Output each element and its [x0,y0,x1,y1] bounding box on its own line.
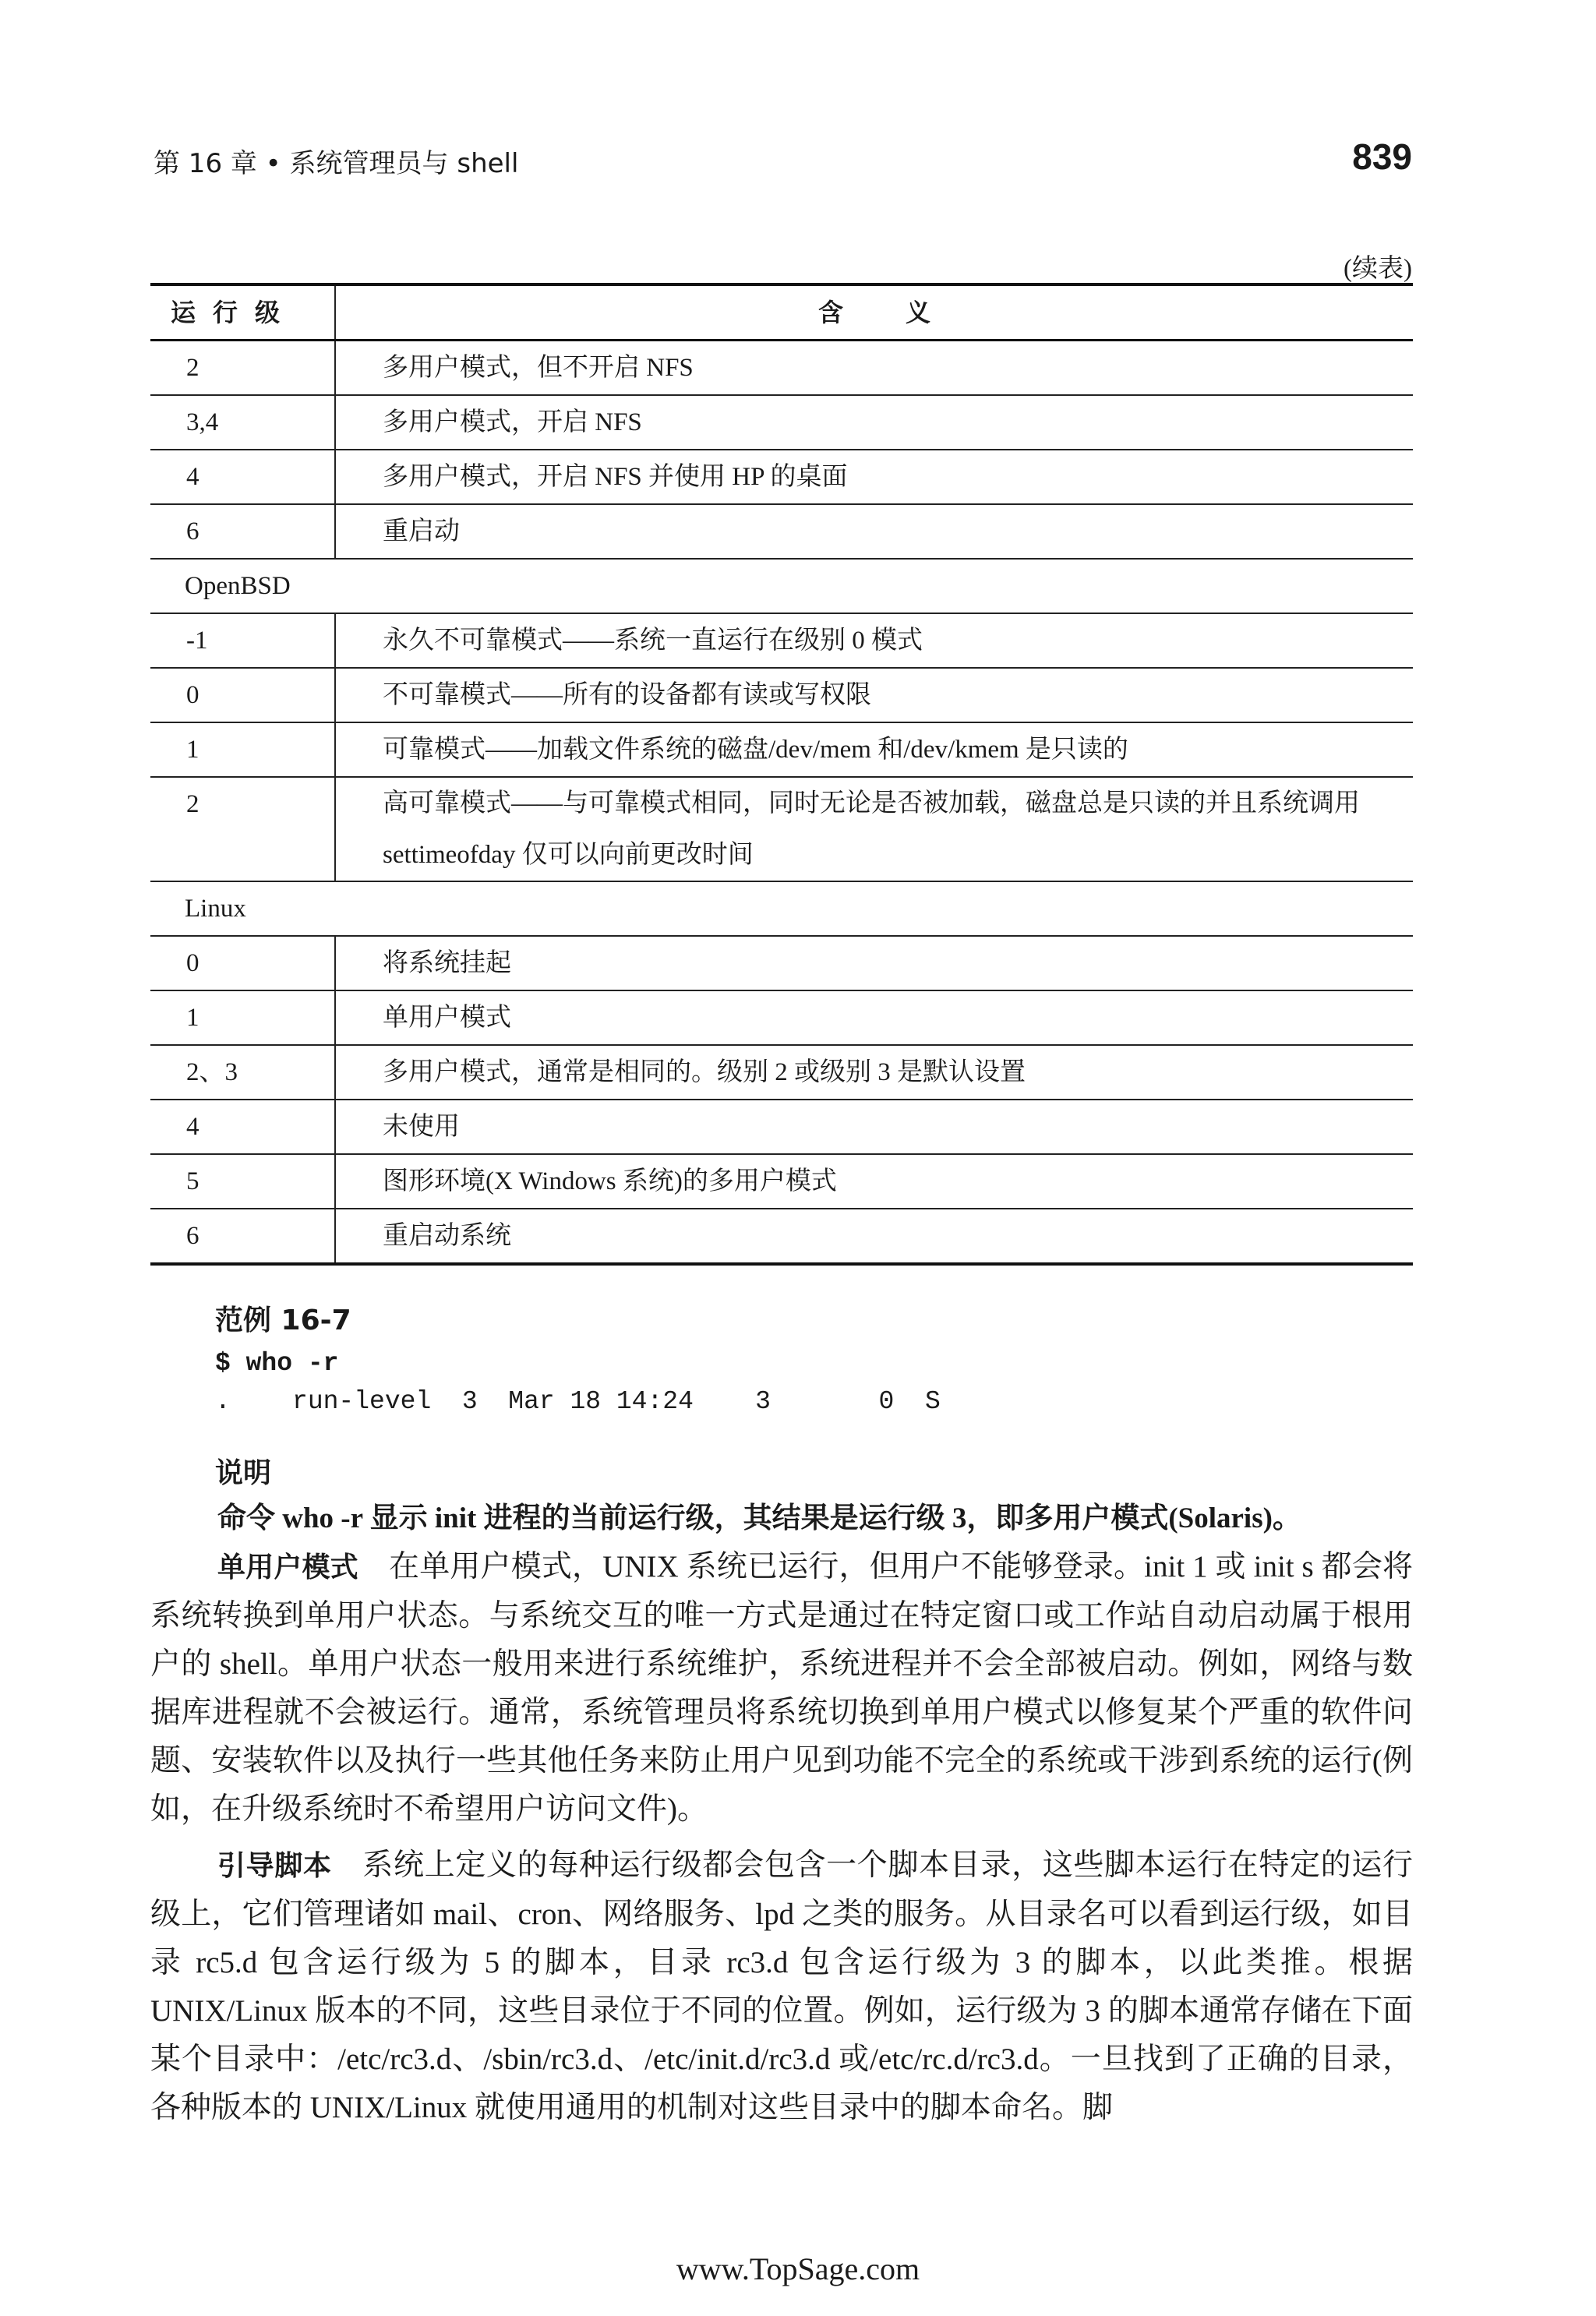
meaning-cell: 多用户模式，通常是相同的。级别 2 或级别 3 是默认设置 [335,1045,1413,1100]
footer-url: www.TopSage.com [676,2251,920,2286]
table-row [150,722,1413,777]
meaning-cell: 不可靠模式——所有的设备都有读或写权限 [335,668,1413,722]
level-cell: 2、3 [150,1045,335,1100]
table-row [150,613,1413,668]
level-cell: 4 [150,450,335,504]
level-cell: -1 [150,613,335,668]
meaning-cell: 重启动 [335,504,1413,559]
table-row [150,504,1413,559]
group-row-linux [150,881,1413,936]
meaning-cell: 图形环境(X Windows 系统)的多用户模式 [335,1154,1413,1209]
table-row [150,1154,1413,1209]
meaning-cell: 永久不可靠模式——系统一直运行在级别 0 模式 [335,613,1413,668]
continued-label: (续表) [1344,255,1412,283]
group-label: Linux [150,881,1413,936]
run-level-table [150,283,1413,1266]
column-header-level: 运行级 [150,284,335,341]
level-cell: 3,4 [150,395,335,450]
table-row [150,450,1413,504]
level-cell: 0 [150,668,335,722]
level-cell: 6 [150,504,335,559]
meaning-cell: 单用户模式 [335,990,1413,1045]
table-row [150,777,1413,881]
table-row [150,395,1413,450]
paragraph-lead: 单用户模式 [217,1552,358,1583]
level-cell: 2 [150,341,335,396]
group-row-openbsd [150,559,1413,613]
level-cell: 1 [150,990,335,1045]
example-title: 范例 16-7 [215,1305,351,1336]
meaning-cell: 多用户模式，开启 NFS [335,395,1413,450]
chapter-title: 第 16 章 • 系统管理员与 shell [154,148,519,179]
paragraph-text: 在单用户模式，UNIX 系统已运行，但用户不能够登录。init 1 或 init s 都会将系统转换到单用户状态。与系统交互的唯一方式是通过在特定窗口或工作站自动启动属于根用户的 shell。单用户状态一般用来进行系统维护，系统进程并不会全部被启动。例如，网络与数据库进程就不会被运行。通常，系统管理员将系统切换到单用户模式以修复某个严重的软件问题、安装软件以及执行一些其他任务来防止用户见到功能不完全的系统或干涉到系统的运行(例如，在升级系统时不希望用户访问文件)。 [150,1550,1413,1826]
example-command: $ who -r [215,1349,339,1378]
page-number: 839 [1352,136,1412,177]
meaning-cell: 未使用 [335,1100,1413,1154]
paragraph: 命令 who -r 显示 init 进程的当前运行级，其结果是运行级 3，即多用户模式(Solaris)。 [217,1502,1301,1534]
table-row [150,341,1413,396]
group-label: OpenBSD [150,559,1413,613]
column-header-meaning: 含义 [335,284,1413,341]
meaning-cell: 重启动系统 [335,1209,1413,1264]
level-cell: 6 [150,1209,335,1264]
explanation-title: 说明 [215,1457,272,1489]
page-header [154,131,1412,185]
meaning-cell: 多用户模式，开启 NFS 并使用 HP 的桌面 [335,450,1413,504]
table-header-row [150,284,1413,341]
paragraph-text: 系统上定义的每种运行级都会包含一个脚本目录，这些脚本运行在特定的运行级上，它们管理诸如 mail、cron、网络服务、lpd 之类的服务。从目录名可以看到运行级，如目录 rc5.d 包含运行级为 5 的脚本，目录 rc3.d 包含运行级为 3 的脚本，以此类推。根据 UNIX/Linux 版本的不同，这些目录位于不同的位置。例如，运行级为 3 的脚本通常存储在下面某个目录中：/etc/rc3.d、/sbin/rc3.d、/etc/init.d/rc3.d 或/etc/rc.d/rc3.d。一旦找到了正确的目录，各种版本的 UNIX/Linux 就使用通用的机制对这些目录中的脚本命名。脚 [150,1848,1413,2124]
meaning-cell: 高可靠模式——与可靠模式相同，同时无论是否被加载，磁盘总是只读的并且系统调用 settimeofday 仅可以向前更改时间 [335,777,1413,881]
level-cell: 2 [150,777,335,881]
example-output: . run-level 3 Mar 18 14:24 3 0 S [215,1387,941,1416]
table-row [150,936,1413,990]
table-row [150,1209,1413,1264]
paragraph-lead: 引导脚本 [217,1850,332,1882]
meaning-cell: 多用户模式，但不开启 NFS [335,341,1413,396]
meaning-cell: 将系统挂起 [335,936,1413,990]
level-cell: 5 [150,1154,335,1209]
paragraph [150,1841,1413,2132]
explanation-body [150,1495,1413,2132]
level-cell: 4 [150,1100,335,1154]
meaning-cell: 可靠模式——加载文件系统的磁盘/dev/mem 和/dev/kmem 是只读的 [335,722,1413,777]
table-row [150,990,1413,1045]
paragraph [150,1543,1413,1834]
table-row [150,1100,1413,1154]
table-row [150,1045,1413,1100]
level-cell: 1 [150,722,335,777]
level-cell: 0 [150,936,335,990]
table-row [150,668,1413,722]
